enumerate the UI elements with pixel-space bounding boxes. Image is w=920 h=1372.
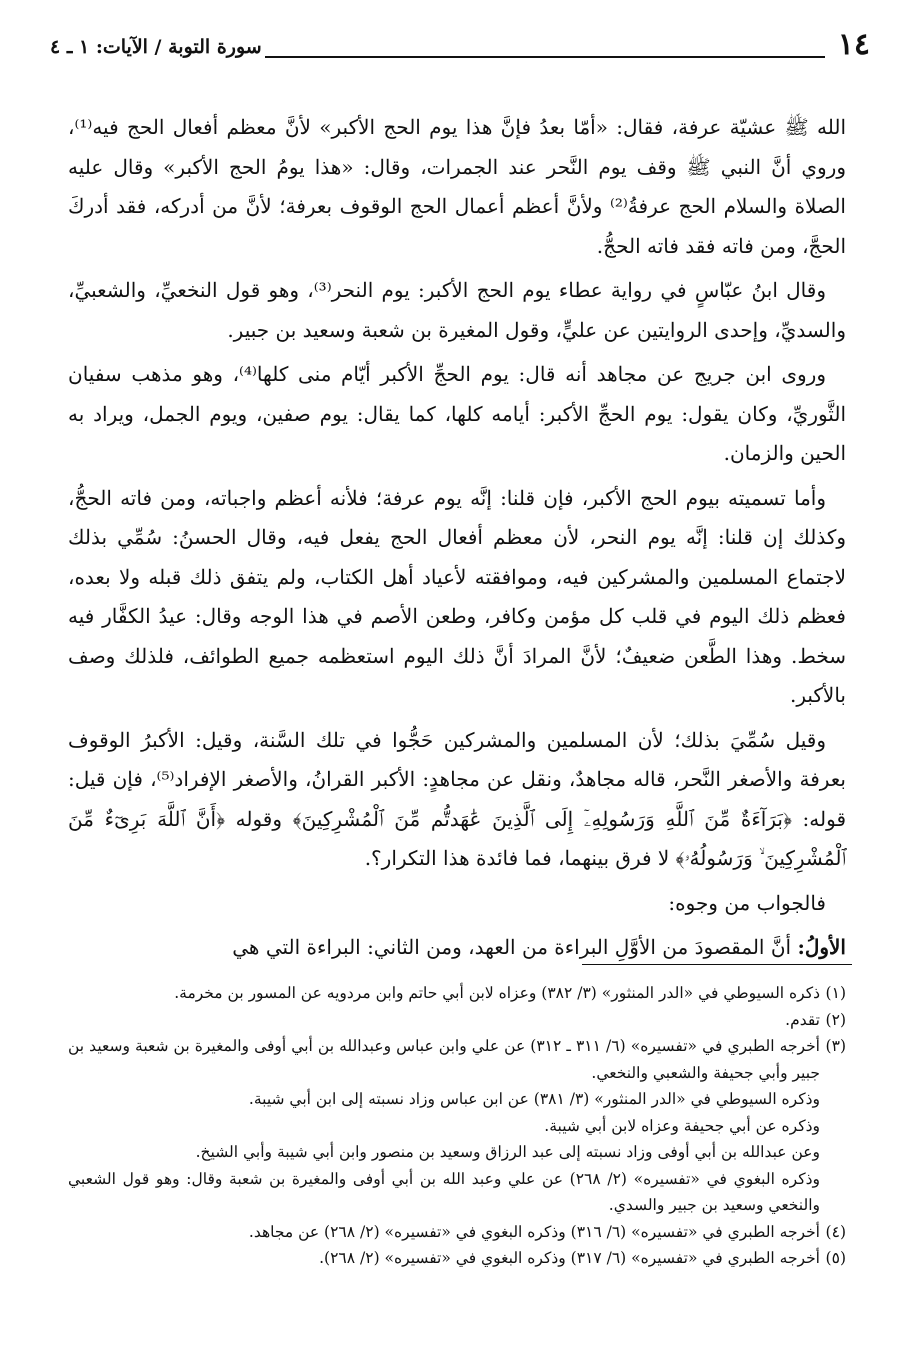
footnote-text: أخرجه الطبري في «تفسيره» (٦/ ٣١١ ـ ٣١٢) عن علي وابن عباس وعبدالله بن أبي أوفى والمغيرة بن شعبة وسعيد بن جبير وأبي جحيفة والشعبي والنخعي. — [68, 1037, 820, 1082]
paragraph-6: فالجواب من وجوه: — [668, 890, 826, 915]
paragraph-7 — [68, 928, 846, 968]
main-text — [68, 108, 846, 968]
first-point-label: الأولُ: — [797, 935, 846, 959]
footnote-number: (١) — [825, 984, 846, 1002]
footnote-5 — [68, 1245, 846, 1272]
footnote-number: (٤) — [825, 1222, 846, 1241]
paragraph-5: وقيل سُمِّيَ بذلك؛ لأن المسلمين والمشركين حَجُّوا في تلك السَّنة، وقيل: الأكبرُ الوقوف بعرفة والأصغر النَّحر، قاله مجاهدٌ، ونقل عن مجاهدٍ: الأكبر القرانُ، والأصغر الإفراد⁽⁵⁾، فإن قيل: قوله: ﴿بَرَآءَةٌ مِّنَ ٱللَّهِ وَرَسُولِهِۦٓ إِلَى ٱلَّذِينَ عَٰهَدتُّم مِّنَ ٱلْمُشْرِكِينَ﴾ وقوله ﴿أَنَّ ٱللَّهَ بَرِىٓءٌ مِّنَ ٱلْمُشْرِكِينَ ۙ وَرَسُولُهُۥ﴾ لا فرق بينهما، فما فائدة هذا التكرار؟. — [68, 727, 847, 870]
header-rule — [265, 56, 825, 58]
footnote-2 — [68, 1007, 846, 1034]
footnote-1 — [68, 980, 846, 1007]
running-head: سورة التوبة / الآيات: ١ ـ ٤ — [50, 36, 262, 58]
footnote-text: ذكره السيوطي في «الدر المنثور» (٣/ ٣٨٢) وعزاه لابن أبي حاتم وابن مردويه عن المسور بن مخرمة. — [174, 984, 820, 1002]
footnote-4 — [68, 1219, 846, 1246]
footnote-text: تقدم. — [785, 1010, 820, 1029]
footnote-3 — [68, 1033, 846, 1086]
footnote-3-continuation: وعن عبدالله بن أبي أوفى وزاد نسبته إلى عبد الرزاق وسعيد بن منصور وابن أبي شيبة وأبي الشيخ. — [195, 1143, 820, 1161]
footnote-3-continuation: وذكره السيوطي في «الدر المنثور» (٣/ ٣٨١) عن ابن عباس وزاد نسبته إلى ابن أبي شيبة. — [248, 1090, 820, 1108]
footnote-number: (٥) — [825, 1249, 846, 1267]
paragraph-3: وروى ابن جريج عن مجاهد أنه قال: يوم الحجِّ الأكبر أيّام منى كلها⁽⁴⁾، وهو مذهب سفيان الثَّوريِّ، وكان يقول: يوم الحجِّ الأكبر: أيامه كلها، كما يقال: يوم صفين، ويوم الجمل، ويراد به الحين والزمان. — [68, 362, 846, 465]
page-number: ١٤ — [837, 27, 870, 62]
footnote-separator — [582, 964, 852, 965]
first-point-text: أنَّ المقصودَ من الأوَّلِ البراءة من العهد، ومن الثاني: البراءة التي هي — [232, 935, 798, 959]
paragraph-1: الله ﷺ عشيّة عرفة، فقال: «أمّا بعدُ فإنَّ هذا يوم الحج الأكبر» لأنَّ معظم أفعال الحج فيه⁽¹⁾، وروي أنَّ النبي ﷺ وقف يوم النَّحر عند الجمرات، وقال: «هذا يومُ الحج الأكبر» وقال عليه الصلاة والسلام الحج عرفةُ⁽²⁾ ولأنَّ أعظم أعمال الحج الوقوف بعرفة؛ لأنَّ من أدركه، فقد أدركَ الحجَّ، ومن فاته فقد فاته الحجُّ. — [68, 115, 847, 258]
footnote-3-continuation: وذكره عن أبي جحيفة وعزاه لابن أبي شيبة. — [544, 1116, 820, 1135]
footnote-number: (٢) — [825, 1010, 846, 1029]
footnote-text: أخرجه الطبري في «تفسيره» (٦/ ٣١٦) وذكره البغوي في «تفسيره» (٢/ ٢٦٨) عن مجاهد. — [248, 1222, 820, 1241]
footnote-text: أخرجه الطبري في «تفسيره» (٦/ ٣١٧) وذكره البغوي في «تفسيره» (٢/ ٢٦٨). — [319, 1249, 820, 1267]
footnote-3-continuation: وذكره البغوي في «تفسيره» (٢/ ٢٦٨) عن علي وعبد الله بن أبي أوفى والمغيرة بن شعبة وقال: وهو قول الشعبي والنخعي وسعيد بن جبير والسدي. — [68, 1169, 820, 1214]
paragraph-4: وأما تسميته بيوم الحج الأكبر، فإن قلنا: إنَّه يوم عرفة؛ فلأنه أعظم واجباته، ومن فاته الحجُّ، وكذلك إن قلنا: إنَّه يوم النحر، لأن معظم أفعال الحج يفعل فيه، وقال الحسنُ: سُمِّي بذلك لاجتماع المسلمين والمشركين فيه، وموافقته لأعياد أهل الكتاب، ولم يتفق ذلك قبله ولا بعده، فعظم ذلك اليوم في قلب كل مؤمن وكافر، وطعن الأصم في هذا الوجه وقال: عيدُ الكفَّار فيه سخط. وهذا الطَّعن ضعيفٌ؛ لأنَّ المرادَ أنَّ ذلك اليوم استعظمه جميع الطوائف، فلذلك وصف بالأكبر. — [68, 485, 846, 707]
footnote-number: (٣) — [825, 1037, 846, 1055]
footnotes — [68, 980, 846, 1272]
page-header — [50, 22, 870, 68]
paragraph-2: وقال ابنُ عبّاسٍ في رواية عطاء يوم الحج الأكبر: يوم النحر⁽³⁾، وهو قول النخعيِّ، والشعبيِّ، والسديِّ، وإحدى الروايتين عن عليٍّ، وقول المغيرة بن شعبة وسعيد بن جبير. — [68, 278, 846, 342]
